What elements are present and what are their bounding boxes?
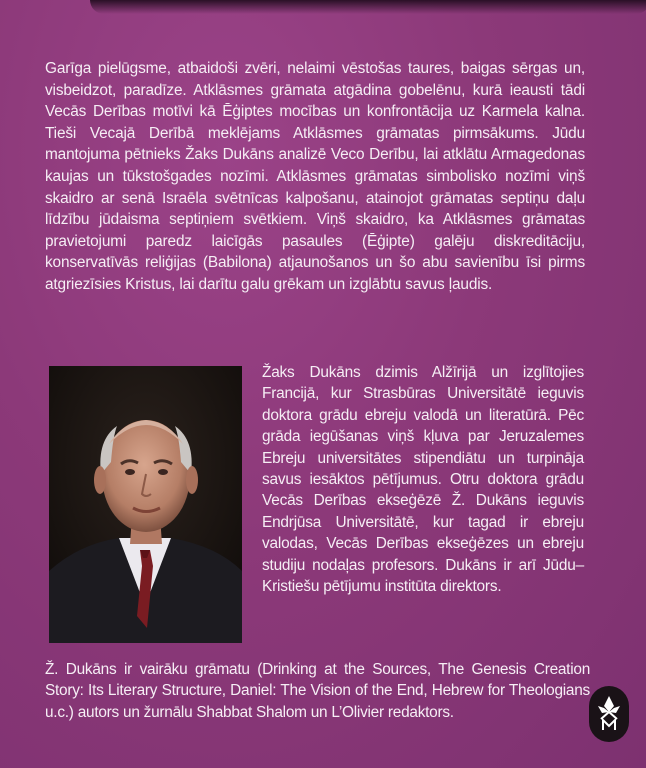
author-books: Ž. Dukāns ir vairāku grāmatu (Drinking at the Sources, The Genesis Creation Story: Its Literary Structure, Daniel: The Vision of the End, Hebrew for Theologians u.c.) autors un žurnālu Shabbat Shalom un L’Olivier redaktors.: [45, 661, 590, 721]
cover-top-shadow: [90, 0, 646, 14]
author-photo: [49, 366, 242, 643]
publisher-logo-icon: [589, 686, 629, 742]
author-bio: Žaks Dukāns dzimis Alžīrijā un izglītojies Francijā, kur Strasbūras Universitātē ieguvis doktora grādu ebreju valodā un literatūrā. Pēc grāda iegūšanas viņš kļuva par Jeruzalemes Ebreju universitātes stipendiātu un turpināja savus iesāktos pētījumus. Otru doktora grādu Vecās Derības ekseģēzē Ž. Dukāns ieguvis Endrjūsa Universitātē, kur tagad ir ebreju valodas, Vecās Derības ekseģēzes un ebreju studiju nodaļas profesors. Dukāns ir arī Jūdu–Kristiešu pētījumu institūta direktors.: [262, 364, 584, 596]
book-blurb: Garīga pielūgsme, atbaidoši zvēri, nelaimi vēstošas taures, baigas sērgas un, visbeidzot, paradīze. Atklāsmes grāmata atgādina gobelēnu, kurā ieausti tādi Vecās Derības motīvi kā Ēģiptes mocības un konfrontācija uz Karmela kalna. Tieši Vecajā Derībā meklējams Atklāsmes grāmatas pirmsākums. Jūdu mantojuma pētnieks Žaks Dukāns analizē Veco Derību, lai atklātu Armagedonas kaujas un tūkstošgades nozīmi. Atklāsmes grāmatas simbolisko nozīmi viņš skaidro ar senā Israēla svētnīcas kalpošanu, atainojot grāmatas septiņu daļu līdzību jūdaisma septiņiem svētkiem. Viņš skaidro, ka Atklāsmes grāmatas pravietojumi paredz laicīgās pasaules (Ēģipte) galēju diskreditāciju, konservatīvās reliģijas (Babilona) atjaunošanos un šo abu savienību īsi pirms atgriezīsies Kristus, lai darītu galu grēkam un izglābtu savus ļaudis.: [45, 60, 585, 293]
